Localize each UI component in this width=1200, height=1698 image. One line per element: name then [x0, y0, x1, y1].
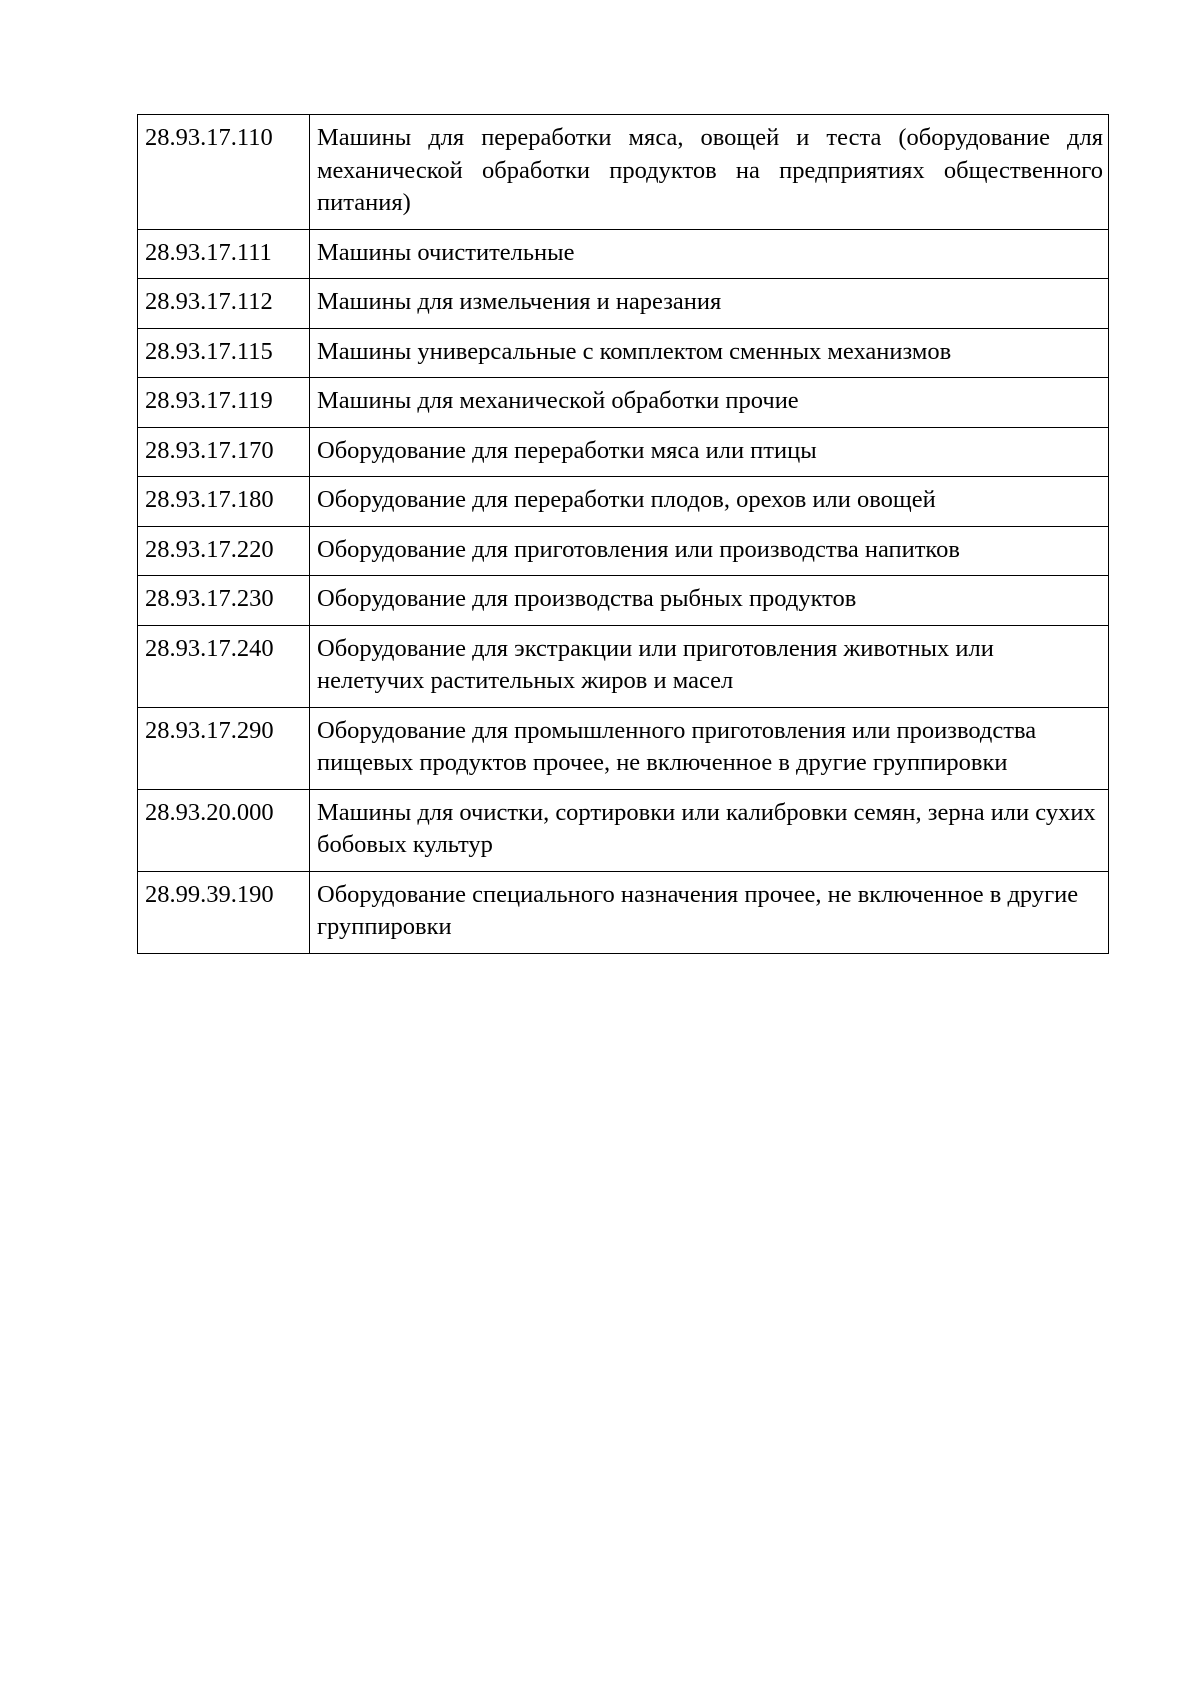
- code-cell: 28.93.17.115: [138, 328, 310, 378]
- description-cell: Машины универсальные с комплектом сменных механизмов: [310, 328, 1109, 378]
- table-row: [138, 427, 1109, 477]
- okpd-code-table: [137, 114, 1109, 954]
- description-cell: Машины для механической обработки прочие: [310, 378, 1109, 428]
- code-cell: 28.93.17.111: [138, 229, 310, 279]
- code-cell: 28.93.20.000: [138, 789, 310, 871]
- description-cell: Оборудование для производства рыбных продуктов: [310, 576, 1109, 626]
- description-cell: Оборудование специального назначения прочее, не включенное в другие группировки: [310, 871, 1109, 953]
- description-cell: Машины очистительные: [310, 229, 1109, 279]
- description-cell: Оборудование для переработки плодов, орехов или овощей: [310, 477, 1109, 527]
- code-cell: 28.93.17.170: [138, 427, 310, 477]
- table-row: [138, 279, 1109, 329]
- description-cell: Машины для измельчения и нарезания: [310, 279, 1109, 329]
- table-row: [138, 526, 1109, 576]
- table-row: [138, 477, 1109, 527]
- table-row: [138, 115, 1109, 230]
- code-cell: 28.93.17.220: [138, 526, 310, 576]
- description-cell: Оборудование для экстракции или приготовления животных или нелетучих растительных жиров и масел: [310, 625, 1109, 707]
- code-cell: 28.93.17.180: [138, 477, 310, 527]
- code-cell: 28.93.17.110: [138, 115, 310, 230]
- code-cell: 28.93.17.290: [138, 707, 310, 789]
- table-row: [138, 378, 1109, 428]
- table-row: [138, 229, 1109, 279]
- table-row: [138, 576, 1109, 626]
- code-cell: 28.93.17.119: [138, 378, 310, 428]
- table-row: [138, 789, 1109, 871]
- table-row: [138, 625, 1109, 707]
- table-row: [138, 707, 1109, 789]
- code-cell: 28.93.17.230: [138, 576, 310, 626]
- code-cell: 28.93.17.112: [138, 279, 310, 329]
- table-row: [138, 871, 1109, 953]
- code-cell: 28.93.17.240: [138, 625, 310, 707]
- description-cell: Оборудование для переработки мяса или птицы: [310, 427, 1109, 477]
- description-cell: Оборудование для приготовления или производства напитков: [310, 526, 1109, 576]
- description-cell: Машины для очистки, сортировки или калибровки семян, зерна или сухих бобовых культур: [310, 789, 1109, 871]
- code-cell: 28.99.39.190: [138, 871, 310, 953]
- description-cell: Оборудование для промышленного приготовления или производства пищевых продуктов прочее, не включенное в другие группировки: [310, 707, 1109, 789]
- description-cell: Машины для переработки мяса, овощей и теста (оборудование для механической обработки продуктов на предприятиях общественного питания): [310, 115, 1109, 230]
- table-row: [138, 328, 1109, 378]
